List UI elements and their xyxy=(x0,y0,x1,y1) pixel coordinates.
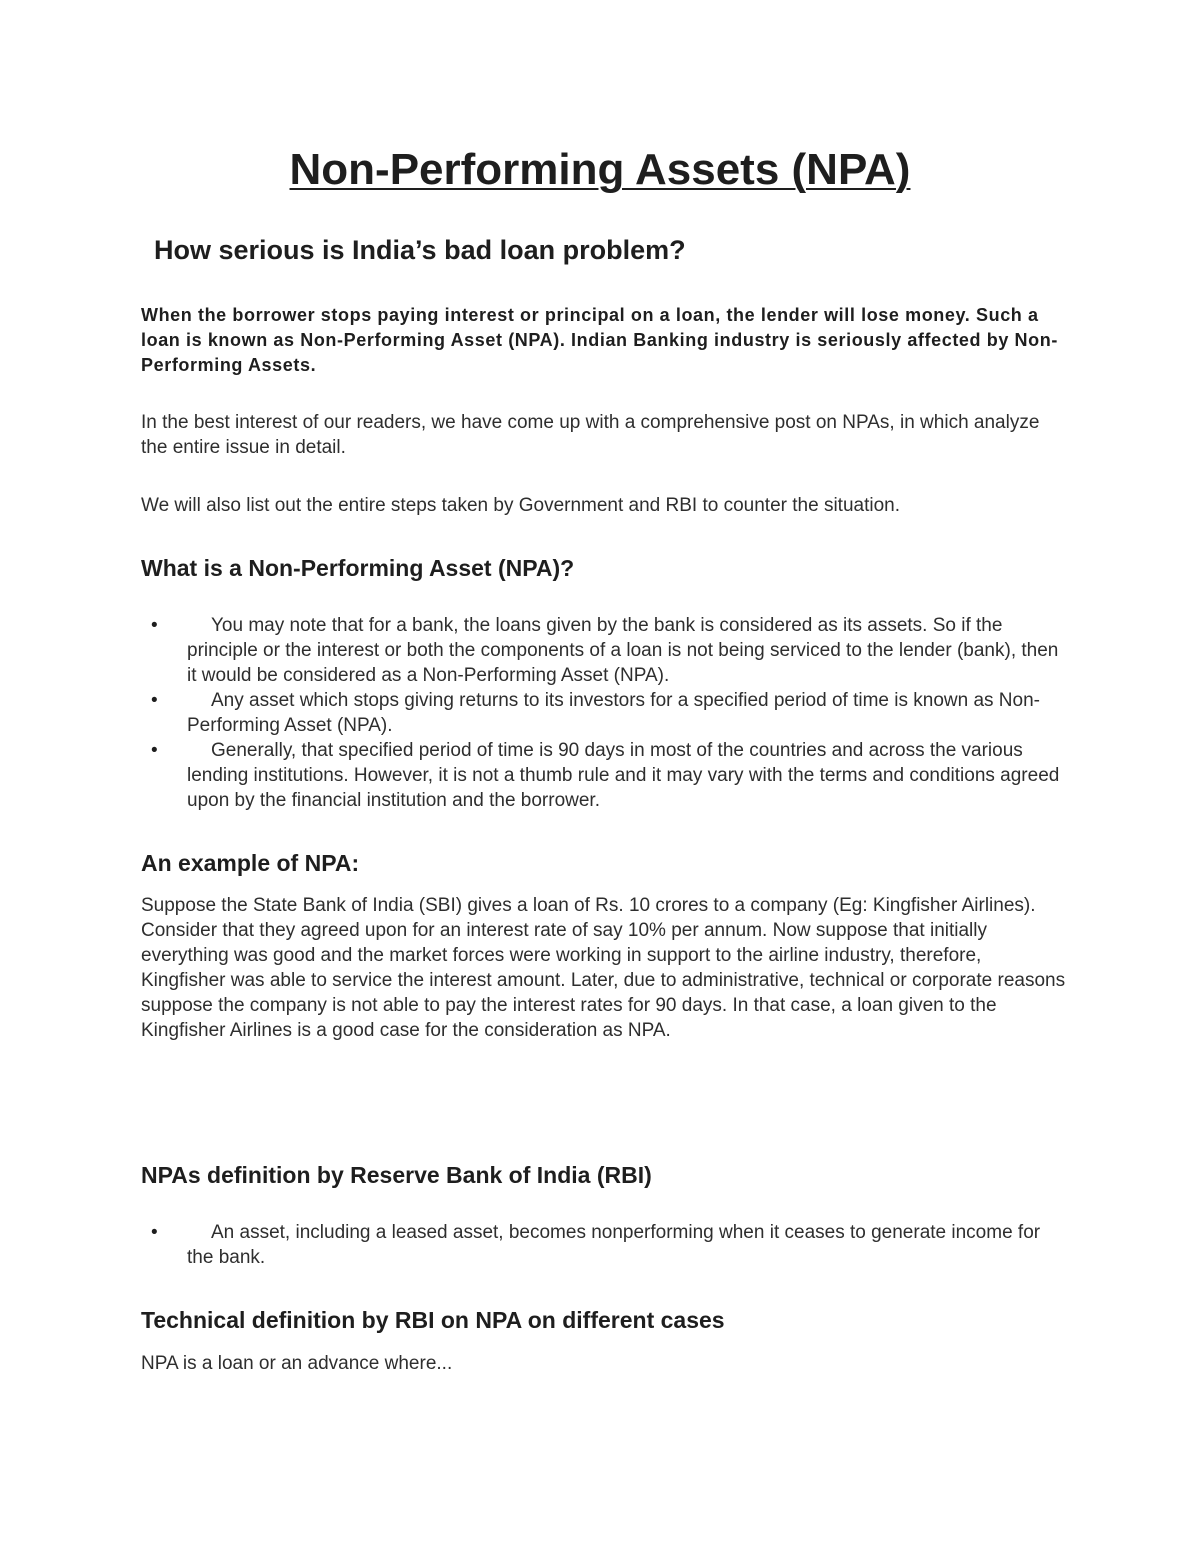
section-heading-rbi-definition: NPAs definition by Reserve Bank of India (RBI) xyxy=(141,1162,652,1188)
lead-paragraph: When the borrower stops paying interest or principal on a loan, the lender will lose money. Such a loan is known as Non-Performing Asset (NPA). Indian Banking industry is seriously affected by Non-Performing Assets. xyxy=(141,305,1058,375)
technical-definition-paragraph: NPA is a loan or an advance where... xyxy=(141,1353,453,1374)
list-item xyxy=(141,738,1066,813)
document-title: Non-Performing Assets (NPA) xyxy=(289,145,911,194)
bullet-text: Any asset which stops giving returns to its investors for a specified period of time is known as Non-Performing Asset (NPA). xyxy=(187,690,1040,736)
section-heading-what-is-npa: What is a Non-Performing Asset (NPA)? xyxy=(141,555,575,581)
document-subtitle: How serious is India’s bad loan problem? xyxy=(154,235,686,265)
intro-paragraph-2: We will also list out the entire steps taken by Government and RBI to counter the situation. xyxy=(141,495,900,516)
list-item xyxy=(141,613,1066,688)
list-item xyxy=(141,688,1066,738)
intro-paragraph-1: In the best interest of our readers, we have come up with a comprehensive post on NPAs, in which analyze the entire issue in detail. xyxy=(141,412,1040,458)
bullet-list-what-is-npa xyxy=(141,613,1066,813)
bullet-icon: • xyxy=(151,690,158,711)
bullet-text: Generally, that specified period of time is 90 days in most of the countries and across the various lending institutions. However, it is not a thumb rule and it may vary with the terms and conditions agreed upon by the financial institution and the borrower. xyxy=(187,740,1060,811)
bullet-text: An asset, including a leased asset, becomes nonperforming when it ceases to generate income for the bank. xyxy=(187,1222,1041,1268)
bullet-text: You may note that for a bank, the loans given by the bank is considered as its assets. So if the principle or the interest or both the components of a loan is not being serviced to the lender (bank), then it would be considered as a Non-Performing Asset (NPA). xyxy=(187,615,1059,686)
bullet-icon: • xyxy=(151,740,158,761)
section-heading-technical-definition: Technical definition by RBI on NPA on different cases xyxy=(141,1307,725,1333)
bullet-icon: • xyxy=(151,615,158,636)
section-heading-example: An example of NPA: xyxy=(141,850,360,876)
bullet-list-rbi-definition xyxy=(141,1220,1066,1270)
list-item xyxy=(141,1220,1066,1270)
example-paragraph: Suppose the State Bank of India (SBI) gives a loan of Rs. 10 crores to a company (Eg: Kingfisher Airlines). Consider that they agreed upon for an interest rate of say 10% per annum. Now suppose that initially everything was good and the market forces were working in support to the airline industry, therefore, Kingfisher was able to service the interest amount. Later, due to administrative, technical or corporate reasons suppose the company is not able to pay the interest rates for 90 days. In that case, a loan given to the Kingfisher Airlines is a good case for the consideration as NPA. xyxy=(141,895,1066,1041)
bullet-icon: • xyxy=(151,1222,158,1243)
